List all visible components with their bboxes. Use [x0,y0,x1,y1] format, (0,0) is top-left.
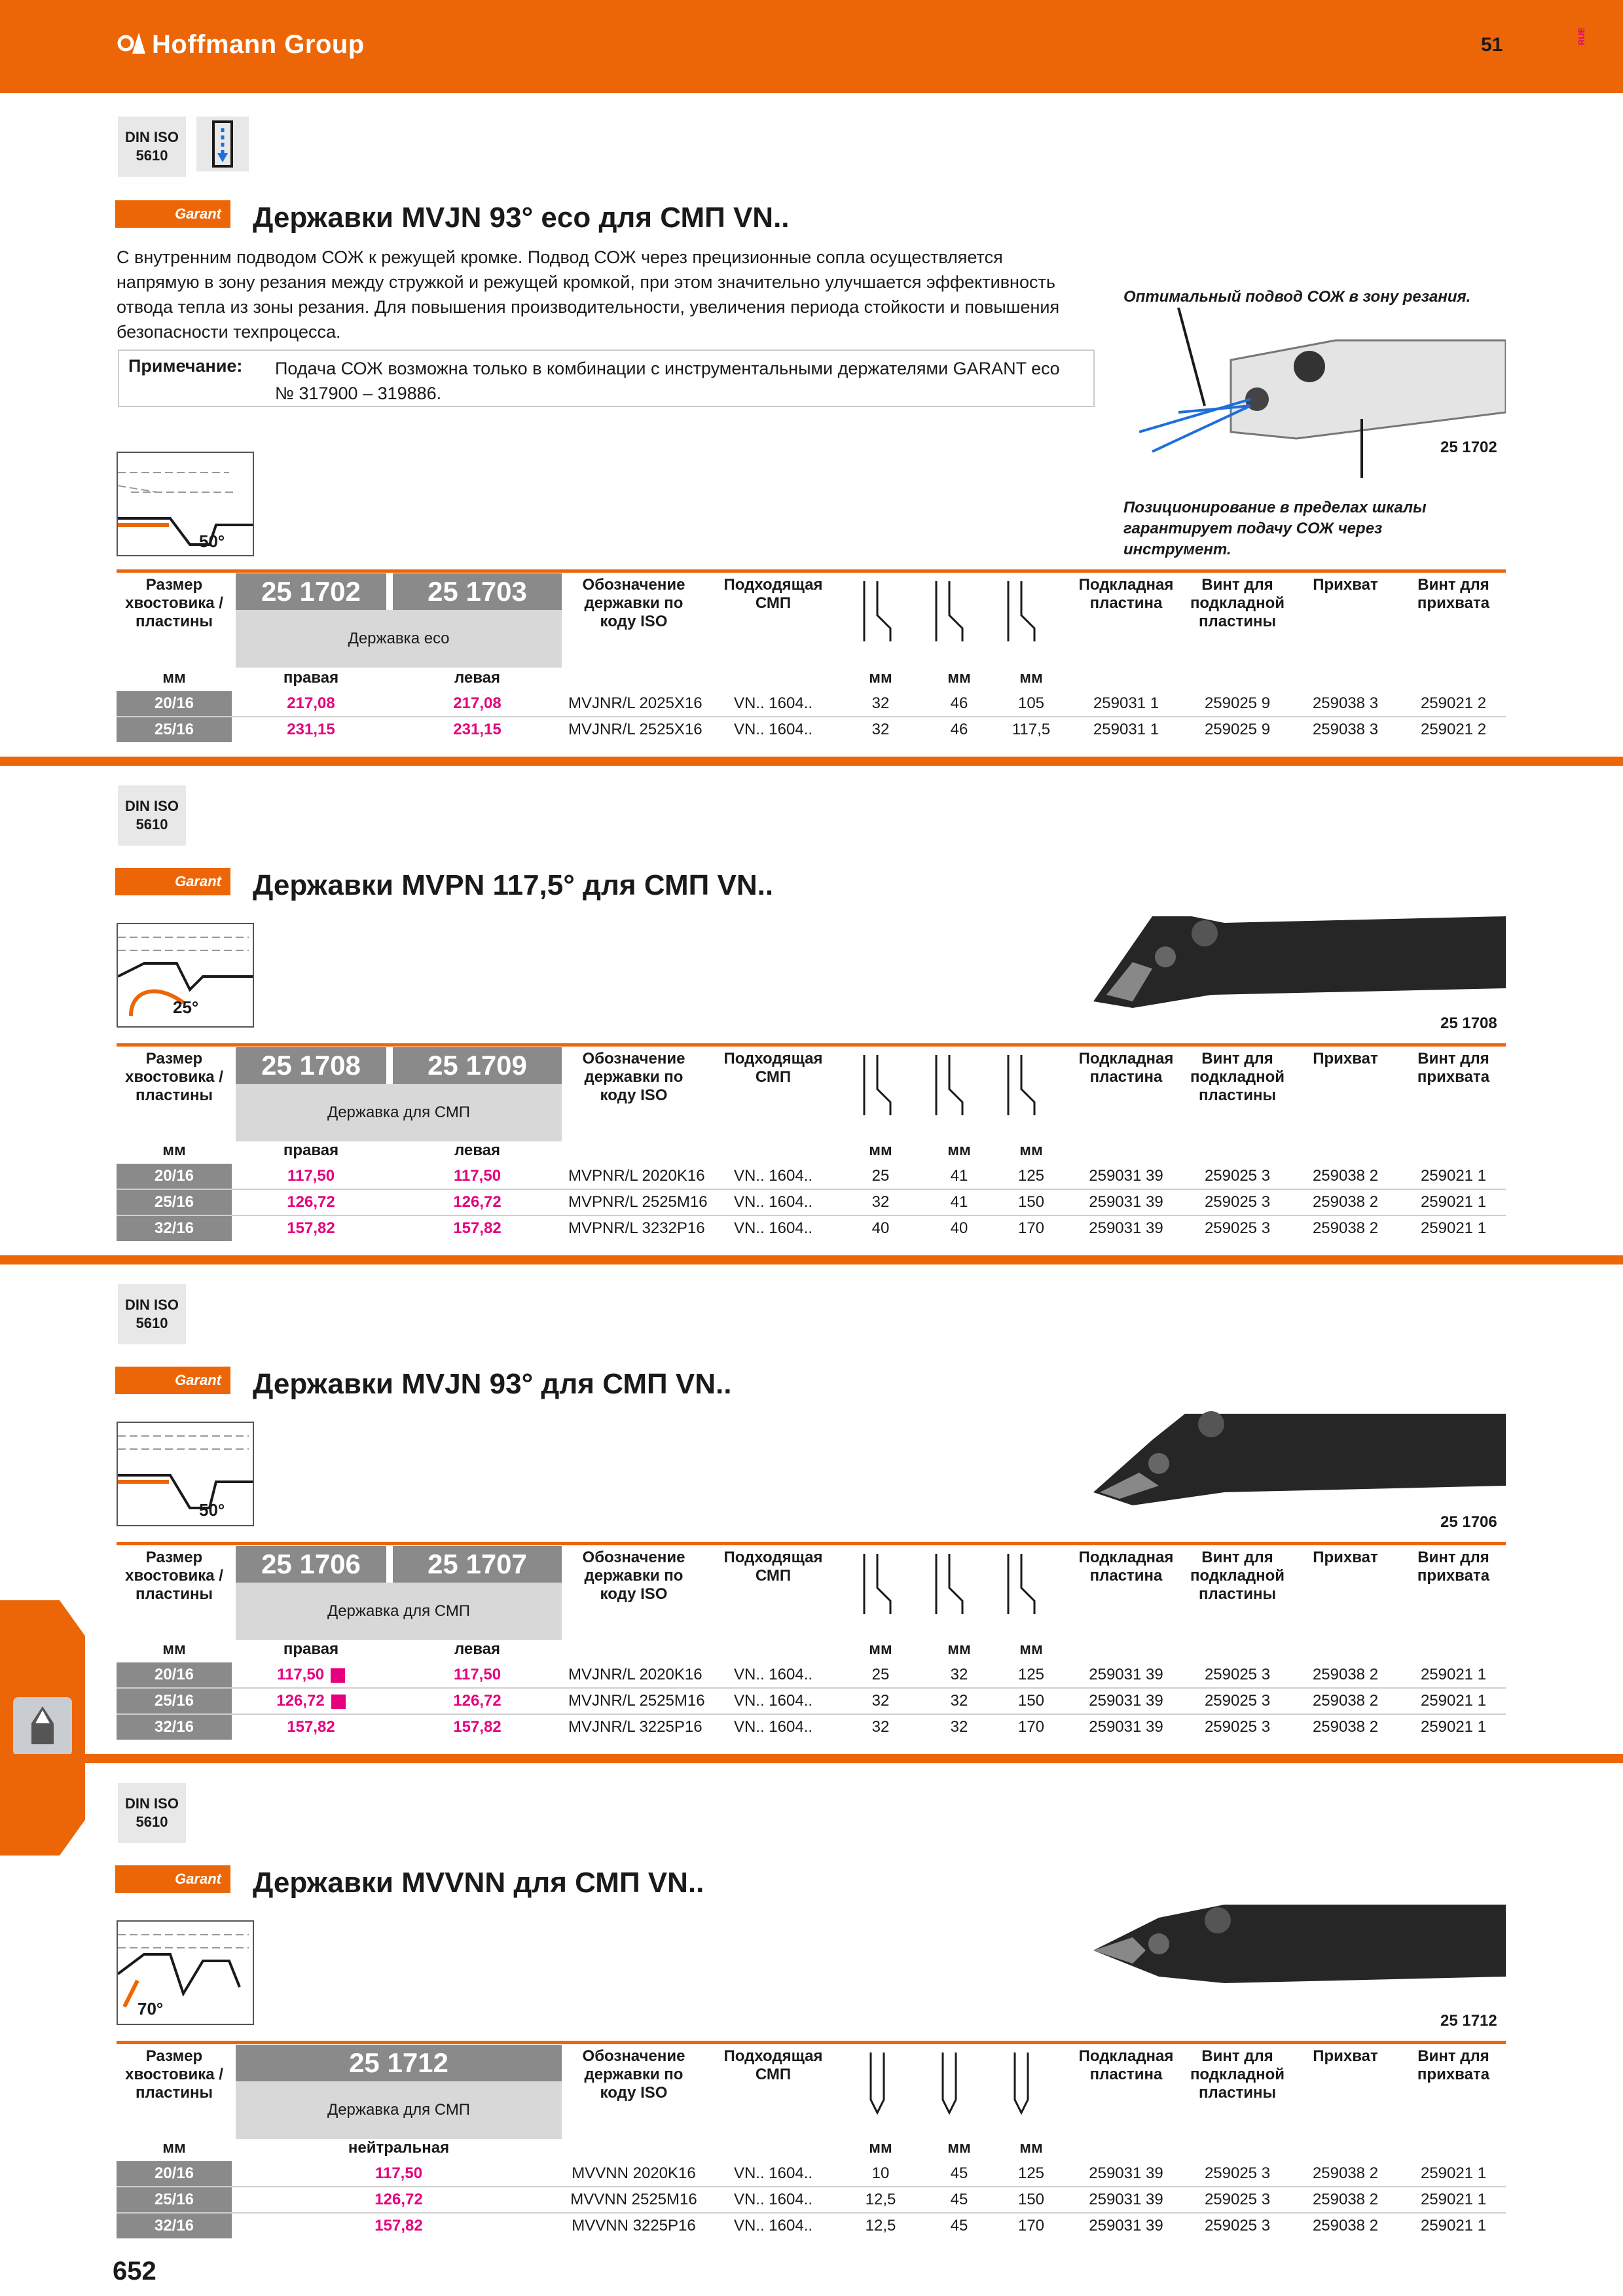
table-row[interactable] [117,1662,1506,1687]
col-header-insert: Подходящая СМП [723,576,823,612]
cell-dim2: 46 [950,721,968,738]
col-header-clamp-screw: Винт для прихвата [1417,2047,1490,2083]
cutting-diagram [117,452,254,556]
chapter-tab[interactable] [0,1600,85,1856]
cell-shim-screw: 259025 3 [1204,1692,1271,1710]
cell-clamp: 259038 3 [1312,721,1379,738]
cell-price-right: 157,82 [287,1718,335,1736]
cell-price-left: 157,82 [453,1718,501,1736]
cell-clamp-screw: 259021 2 [1420,721,1487,738]
col-header-shim: Подкладная пластина [1078,1050,1174,1086]
data-table [117,2161,1506,2238]
col-header-insert: Подходящая СМП [723,2047,823,2083]
cell-dim1: 32 [871,1718,890,1736]
cell-clamp-screw: 259021 1 [1420,2191,1487,2208]
table-row[interactable] [117,1216,1506,1241]
cell-dim2: 32 [950,1666,968,1683]
cell-insert: VN.. 1604.. [733,1692,813,1710]
callout-top: Оптимальный подвод СОЖ в зону резания. [1123,288,1471,306]
col-header-shim-screw: Винт для подкладной пластины [1190,1050,1285,1104]
section-separator [0,1754,1623,1763]
din-badge: DIN ISO 5610 [118,1783,186,1843]
cell-dim1: 40 [871,1219,890,1237]
cell-designation: MVJNR/L 2525M16 [568,1692,705,1710]
cell-dim2: 32 [950,1692,968,1710]
cell-size: 25/16 [117,2187,232,2212]
col-header-designation: Обозначение державки по коду ISO [582,2047,685,2102]
section-title: Державки MVPN 117,5° для СМП VN.. [253,869,774,901]
variant-right: правая [283,1141,339,1159]
article-code: 25 1702 [236,573,386,610]
dimension-icons [851,1549,1067,1627]
cell-dim2: 41 [950,1193,968,1211]
cell-size: 32/16 [117,1216,232,1241]
cell-size: 32/16 [117,2214,232,2238]
image-caption: 25 1706 [1440,1513,1497,1531]
garant-badge: Garant [115,868,230,895]
cell-clamp-screw: 259021 2 [1420,694,1487,712]
cell-designation: MVVNN 2020K16 [572,2164,696,2182]
cell-designation: MVPNR/L 2525M16 [568,1193,708,1211]
unit-label: мм [162,1141,186,1159]
cell-clamp-screw: 259021 1 [1420,1666,1487,1683]
col-header-shim: Подкладная пластина [1078,2047,1174,2083]
table-row[interactable] [117,1689,1506,1713]
cell-dim2: 45 [950,2164,968,2182]
col-header-size: Размер хвостовика / пластины [125,2047,223,2102]
tool-image-mvpn [1093,903,1506,1014]
turning-tool-icon [13,1697,72,1756]
table-row[interactable] [117,717,1506,742]
section-description: С внутренним подводом СОЖ к режущей кромке. Подвод СОЖ через прецизионные сопла осуществляется напрямую в зону резания между стружкой и режущей кромкой, при этом значительно улучшается эффективность отвода тепла из зоны резания. Для повышения производительности, увеличения периода стойкости и повышения безопасности техпроцесса. [117,247,1060,342]
cell-shim: 259031 39 [1089,1167,1163,1185]
cell-designation: MVVNN 3225P16 [572,2217,696,2234]
cell-shim-screw: 259025 9 [1204,694,1271,712]
cell-insert: VN.. 1604.. [733,1718,813,1736]
cutting-diagram [117,1920,254,2025]
cell-clamp-screw: 259021 1 [1420,1692,1487,1710]
cell-shim: 259031 39 [1089,2191,1163,2208]
cell-insert: VN.. 1604.. [733,2191,813,2208]
cell-price-right: 117,50 [236,1662,386,1687]
col-header-shim-screw: Винт для подкладной пластины [1190,2047,1285,2102]
article-code: 25 1708 [236,1047,386,1084]
unit-label: мм [947,1640,971,1658]
note-box [118,350,1095,407]
cell-dim2: 40 [950,1219,968,1237]
section-title: Державки MVVNN для СМП VN.. [253,1867,704,1899]
table-row[interactable] [117,2161,1506,2186]
note-label: Примечание: [128,356,243,376]
cell-size: 25/16 [117,717,232,742]
col-header-size: Размер хвостовика / пластины [125,1050,223,1104]
cell-dim3: 170 [1017,1219,1045,1237]
cell-price-neutral: 126,72 [374,2191,423,2208]
callout-bottom: Позиционирование в пределах шкалы гарантирует подачу СОЖ через инструмент. [1123,499,1427,558]
cell-price-neutral: 117,50 [374,2164,423,2182]
col-header-shim: Подкладная пластина [1078,576,1174,612]
cell-size: 25/16 [117,1190,232,1215]
cell-shim: 259031 39 [1089,2217,1163,2234]
angle-label: 50° [199,1500,225,1520]
col-header-size: Размер хвостовика / пластины [125,1549,223,1603]
cell-clamp: 259038 2 [1312,2191,1379,2208]
cell-shim-screw: 259025 9 [1204,721,1271,738]
coolant-icon [196,117,249,171]
cell-shim-screw: 259025 3 [1204,1193,1271,1211]
cell-shim-screw: 259025 3 [1204,1718,1271,1736]
cell-clamp-screw: 259021 1 [1420,1219,1487,1237]
cell-dim2: 45 [950,2217,968,2234]
cell-shim: 259031 1 [1093,694,1159,712]
unit-label: мм [869,1141,892,1159]
cell-dim2: 32 [950,1718,968,1736]
article-code: 25 1703 [393,573,562,610]
cell-dim3: 105 [1017,694,1045,712]
tool-image-mvjn [1093,1401,1506,1512]
col-header-insert: Подходящая СМП [723,1050,823,1086]
col-header-designation: Обозначение державки по коду ISO [582,1050,685,1104]
cell-dim3: 125 [1017,1666,1045,1683]
new-item-marker-icon [331,1695,346,1709]
cell-price-left: 126,72 [453,1193,501,1211]
article-code: 25 1709 [393,1047,562,1084]
unit-label: мм [947,669,971,687]
garant-badge: Garant [115,1367,230,1394]
cell-dim3: 170 [1017,2217,1045,2234]
holder-label: Державка для СМП [236,1084,562,1141]
cell-shim-screw: 259025 3 [1204,1219,1271,1237]
col-header-designation: Обозначение державки по коду ISO [582,1549,685,1603]
cell-price-left: 157,82 [453,1219,501,1237]
cell-insert: VN.. 1604.. [733,2217,813,2234]
table-top-rule [117,1043,1506,1047]
section-title: Державки MVJN 93° eco для СМП VN.. [253,202,790,234]
cell-dim3: 170 [1017,1718,1045,1736]
unit-label: мм [869,2139,892,2157]
cell-dim1: 12,5 [865,2191,896,2208]
variant-left: левая [454,1640,501,1658]
din-badge: DIN ISO 5610 [118,117,186,177]
angle-label: 70° [137,1999,164,2018]
cell-dim3: 150 [1017,2191,1045,2208]
tool-image-mvvnn [1093,1898,1506,2009]
cell-shim: 259031 39 [1089,2164,1163,2182]
cell-price-right: 126,72 [287,1193,335,1211]
dimension-icons [851,1050,1067,1128]
image-caption: 25 1708 [1440,1014,1497,1032]
cell-shim-screw: 259025 3 [1204,2191,1271,2208]
cell-dim3: 125 [1017,1167,1045,1185]
table-row[interactable] [117,1190,1506,1215]
cell-dim1: 25 [871,1167,890,1185]
cell-insert: VN.. 1604.. [733,1219,813,1237]
col-header-clamp: Прихват [1313,2047,1378,2065]
brand-name: Hoffmann Group [152,30,365,59]
cutting-diagram [117,923,254,1028]
hoffmann-logo-icon [117,30,147,56]
cell-clamp-screw: 259021 1 [1420,1718,1487,1736]
unit-label: мм [947,2139,971,2157]
cell-dim1: 12,5 [865,2217,896,2234]
cell-clamp: 259038 2 [1312,1167,1379,1185]
variant-right: правая [283,669,339,687]
col-header-clamp-screw: Винт для прихвата [1417,1050,1490,1086]
table-row[interactable] [117,1164,1506,1189]
variant-right: правая [283,1640,339,1658]
table-top-rule [117,2041,1506,2044]
col-header-clamp-screw: Винт для прихвата [1417,1549,1490,1585]
cell-dim1: 32 [871,694,890,712]
cell-dim2: 41 [950,1167,968,1185]
cell-insert: VN.. 1604.. [733,694,813,712]
cell-designation: MVJNR/L 3225P16 [568,1718,702,1736]
cell-price-right: 157,82 [287,1219,335,1237]
cell-insert: VN.. 1604.. [733,2164,813,2182]
cell-shim-screw: 259025 3 [1204,2164,1271,2182]
cell-size: 20/16 [117,1662,232,1687]
unit-label: мм [1019,1141,1043,1159]
dimension-icons [851,576,1067,655]
cell-dim3: 125 [1017,2164,1045,2182]
language-code: RUE [1577,27,1587,46]
cell-clamp-screw: 259021 1 [1420,2164,1487,2182]
cell-clamp: 259038 2 [1312,1193,1379,1211]
col-header-shim-screw: Винт для подкладной пластины [1190,576,1285,630]
cell-dim3: 117,5 [1012,721,1051,738]
cell-dim2: 45 [950,2191,968,2208]
cell-price-right: 126,72 [236,1689,386,1713]
cell-clamp: 259038 2 [1312,2217,1379,2234]
cell-designation: MVPNR/L 3232P16 [568,1219,705,1237]
angle-label: 50° [199,531,225,551]
cell-designation: MVVNN 2525M16 [570,2191,697,2208]
cell-shim: 259031 39 [1089,1193,1163,1211]
cell-insert: VN.. 1604.. [733,721,813,738]
variant-left: левая [454,669,501,687]
table-row[interactable] [117,1715,1506,1740]
data-table [117,691,1506,742]
col-header-insert: Подходящая СМП [723,1549,823,1585]
cell-size: 25/16 [117,1689,232,1713]
col-header-size: Размер хвостовика / пластины [125,576,223,630]
cell-dim1: 25 [871,1666,890,1683]
cell-price-left: 117,50 [453,1666,501,1683]
garant-badge: Garant [115,200,230,228]
cell-shim: 259031 39 [1089,1666,1163,1683]
cell-dim1: 32 [871,1193,890,1211]
cell-clamp: 259038 2 [1312,1692,1379,1710]
garant-badge: Garant [115,1865,230,1893]
cell-shim-screw: 259025 3 [1204,1167,1271,1185]
cell-size: 20/16 [117,2161,232,2186]
cell-price-right: 117,50 [287,1167,335,1185]
col-header-clamp: Прихват [1313,1050,1378,1067]
cell-insert: VN.. 1604.. [733,1193,813,1211]
col-header-shim-screw: Винт для подкладной пластины [1190,1549,1285,1603]
table-top-rule [117,569,1506,573]
unit-label: мм [869,669,892,687]
cell-price-neutral: 157,82 [374,2217,423,2234]
din-badge: DIN ISO 5610 [118,1284,186,1344]
cell-insert: VN.. 1604.. [733,1167,813,1185]
cell-shim: 259031 1 [1093,721,1159,738]
cell-dim3: 150 [1017,1692,1045,1710]
unit-label: мм [869,1640,892,1658]
cell-price-right: 217,08 [287,694,335,712]
cutting-diagram [117,1422,254,1526]
col-header-clamp-screw: Винт для прихвата [1417,576,1490,612]
holder-label: Державка для СМП [236,2081,562,2139]
table-row[interactable] [117,2187,1506,2212]
cell-shim: 259031 39 [1089,1219,1163,1237]
article-code: 25 1706 [236,1546,386,1583]
holder-label: Державка для СМП [236,1583,562,1640]
unit-label: мм [1019,2139,1043,2157]
article-code: 25 1707 [393,1546,562,1583]
col-header-designation: Обозначение державки по коду ISO [582,576,685,630]
cell-clamp: 259038 2 [1312,1718,1379,1736]
unit-label: мм [947,1141,971,1159]
cell-dim1: 10 [871,2164,890,2182]
variant-left: левая [454,1141,501,1159]
holder-label: Державка eco [236,610,562,668]
cell-shim: 259031 39 [1089,1692,1163,1710]
article-code: 25 1712 [236,2045,562,2081]
cell-shim-screw: 259025 3 [1204,1666,1271,1683]
table-top-rule [117,1542,1506,1545]
cell-dim3: 150 [1017,1193,1045,1211]
cell-designation: MVJNR/L 2525X16 [568,721,702,738]
cell-size: 20/16 [117,1164,232,1189]
cell-dim2: 46 [950,694,968,712]
col-header-clamp: Прихват [1313,576,1378,594]
cell-size: 20/16 [117,691,232,716]
cell-designation: MVJNR/L 2020K16 [568,1666,702,1683]
unit-label: мм [162,1640,186,1658]
image-caption: 25 1702 [1440,439,1497,456]
note-text: Подача СОЖ возможна только в комбинации с инструментальными держателями GARANT eco № 317900 – 319886. [275,359,1060,403]
cell-shim: 259031 39 [1089,1718,1163,1736]
unit-label: мм [162,2139,186,2157]
cell-clamp-screw: 259021 1 [1420,1193,1487,1211]
cell-designation: MVJNR/L 2025X16 [568,694,702,712]
section-separator [0,757,1623,766]
cell-clamp: 259038 2 [1312,1666,1379,1683]
col-header-shim: Подкладная пластина [1078,1549,1174,1585]
page-header [0,0,1623,93]
cell-insert: VN.. 1604.. [733,1666,813,1683]
cell-clamp: 259038 2 [1312,2164,1379,2182]
cell-shim-screw: 259025 3 [1204,2217,1271,2234]
table-row[interactable] [117,2214,1506,2238]
cell-price-left: 217,08 [453,694,501,712]
data-table [117,1662,1506,1740]
variant-neutral: нейтральная [348,2139,450,2157]
dimension-icons [851,2047,1067,2126]
section-separator [0,1255,1623,1265]
unit-label: мм [162,669,186,687]
cell-dim1: 32 [871,1692,890,1710]
cell-clamp-screw: 259021 1 [1420,2217,1487,2234]
angle-label: 25° [173,997,199,1017]
section-title: Державки MVJN 93° для СМП VN.. [253,1368,732,1400]
din-badge: DIN ISO 5610 [118,785,186,846]
image-caption: 25 1712 [1440,2012,1497,2030]
cell-price-left: 231,15 [453,721,501,738]
cell-clamp-screw: 259021 1 [1420,1167,1487,1185]
cell-clamp: 259038 2 [1312,1219,1379,1237]
new-item-marker-icon [331,1668,345,1683]
table-row[interactable] [117,691,1506,716]
cell-designation: MVPNR/L 2020K16 [568,1167,705,1185]
cell-price-right: 231,15 [287,721,335,738]
cell-price-left: 126,72 [453,1692,501,1710]
cell-size: 32/16 [117,1715,232,1740]
footer-page-number: 652 [113,2257,156,2286]
unit-label: мм [1019,1640,1043,1658]
cell-dim1: 32 [871,721,890,738]
page-number: 51 [1481,34,1503,56]
col-header-clamp: Прихват [1313,1549,1378,1566]
cell-clamp: 259038 3 [1312,694,1379,712]
data-table [117,1164,1506,1241]
cell-price-left: 117,50 [453,1167,501,1185]
unit-label: мм [1019,669,1043,687]
